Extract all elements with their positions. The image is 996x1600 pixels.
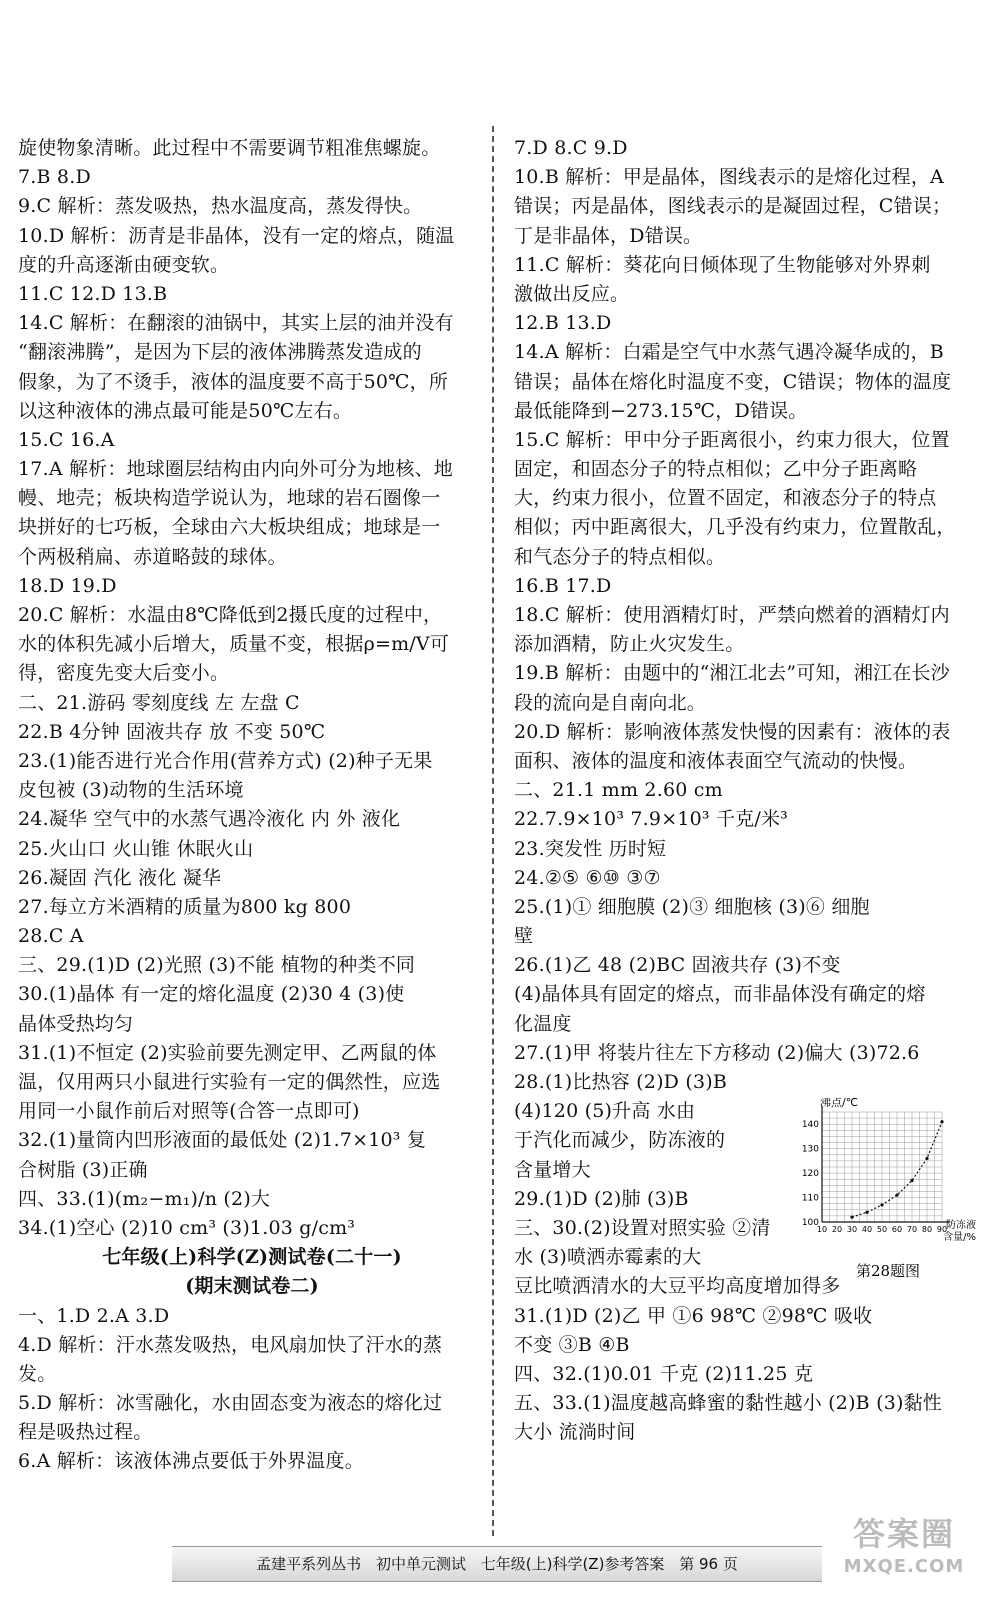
answer-line: 6.A 解析：该液体沸点要低于外界温度。	[18, 1450, 364, 1473]
answer-line: (期末测试卷二)	[185, 1275, 319, 1298]
answer-line: 段的流向是自南向北。	[514, 691, 707, 714]
answer-line: 个两极稍扁、赤道略鼓的球体。	[18, 545, 287, 568]
data-point	[925, 1157, 928, 1160]
answer-line: 30.(1)晶体 有一定的熔化温度 (2)30 4 (3)使	[18, 983, 405, 1006]
answer-line: 22.7.9×10³ 7.9×10³ 千克/米³	[514, 808, 788, 831]
x-tick-label: 20	[831, 1225, 843, 1234]
x-tick-label: 40	[861, 1225, 873, 1234]
answer-line: 18.D 19.D	[18, 574, 117, 597]
answer-line: 水 (3)喷洒赤霉素的大	[514, 1246, 702, 1269]
column-divider	[492, 126, 494, 1536]
answer-line: 一、1.D 2.A 3.D	[18, 1304, 170, 1327]
answer-line: 10.B 解析：甲是晶体，图线表示的是熔化过程，A	[514, 166, 944, 189]
answer-line: 幔、地壳；板块构造学说认为，地球的岩石圈像一	[18, 487, 441, 510]
x-tick-label: 70	[906, 1225, 918, 1234]
answer-line: “翻滚沸腾”，是因为下层的液体沸腾蒸发造成的	[18, 341, 422, 364]
answer-line: 合树脂 (3)正确	[18, 1158, 148, 1181]
answer-line: 28.C A	[18, 925, 84, 948]
answer-line: 激做出反应。	[514, 282, 630, 305]
x-tick-label: 90	[936, 1225, 948, 1234]
answer-line: 以这种液体的沸点最可能是50℃左右。	[18, 399, 353, 422]
answer-line: 16.B 17.D	[514, 574, 612, 597]
answer-line: 18.C 解析：使用酒精灯时，严禁向燃着的酒精灯内	[514, 604, 950, 626]
footer-subject: 七年级(上)科学(Z)参考答案	[480, 1555, 665, 1573]
answer-line: 23.突发性 历时短	[514, 837, 667, 860]
y-tick-label: 120	[801, 1169, 819, 1180]
answer-line: 9.C 解析：蒸发吸热，热水温度高，蒸发得快。	[18, 195, 423, 218]
answer-line: 七年级(上)科学(Z)测试卷(二十一)	[102, 1246, 402, 1269]
answer-line: 晶体受热均匀	[18, 1012, 134, 1035]
answer-line: 二、21.游码 零刻度线 左 左盘 C	[18, 691, 300, 714]
answer-line: 26.(1)乙 48 (2)BC 固液共存 (3)不变	[514, 954, 841, 977]
answer-line: 三、29.(1)D (2)光照 (3)不能 植物的种类不同	[18, 954, 416, 977]
y-tick-label: 100	[801, 1218, 819, 1228]
x-axis-label: 防冻液	[946, 1220, 976, 1231]
answer-line: 得，密度先变大后变小。	[18, 662, 230, 685]
answer-line: 20.D 解析：影响液体蒸发快慢的因素有：液体的表	[514, 720, 951, 743]
answer-line: 14.C 解析：在翻滚的油锅中，其实上层的油并没有	[18, 312, 454, 335]
data-point	[910, 1179, 913, 1182]
answer-line: 假象，为了不烫手，液体的温度要不高于50℃，所	[18, 370, 449, 393]
answer-line: 二、21.1 mm 2.60 cm	[514, 779, 723, 802]
answer-line: 四、32.(1)0.01 千克 (2)11.25 克	[514, 1362, 814, 1385]
answer-line: 26.凝固 汽化 液化 凝华	[18, 866, 222, 889]
data-point	[940, 1120, 943, 1123]
y-tick-label: 130	[801, 1144, 819, 1155]
answer-line: 大小 流淌时间	[514, 1421, 636, 1444]
answer-line: 面积、液体的温度和液体表面空气流动的快慢。	[514, 749, 918, 772]
data-point	[895, 1194, 898, 1197]
data-point	[850, 1216, 853, 1219]
y-tick-label: 110	[801, 1193, 819, 1204]
answer-line: 15.C 解析：甲中分子距离很小，约束力很大，位置	[514, 428, 950, 451]
answer-line: 11.C 解析：葵花向日倾体现了生物能够对外界刺	[514, 253, 931, 276]
answer-line: 程是吸热过程。	[18, 1421, 153, 1444]
answer-line: 29.(1)D (2)肺 (3)B	[514, 1187, 689, 1210]
answer-line: 31.(1)D (2)乙 甲 ①6 98℃ ②98℃ 吸收	[514, 1304, 873, 1327]
answer-line: 24.②⑤ ⑥⑩ ③⑦	[514, 866, 661, 889]
figure-caption: 第28题图	[855, 1262, 921, 1280]
answer-line: 于汽化而减少，防冻液的	[514, 1129, 726, 1152]
answer-line: 11.C 12.D 13.B	[18, 282, 168, 305]
answer-line: (4)120 (5)升高 水由	[514, 1100, 696, 1123]
answer-line: 28.(1)比热容 (2)D (3)B	[514, 1071, 728, 1093]
answer-line: 31.(1)不恒定 (2)实验前要先测定甲、乙两鼠的体	[18, 1041, 437, 1064]
answer-line: 皮包被 (3)动物的生活环境	[18, 779, 244, 802]
answer-line: 丁是非晶体，D错误。	[514, 224, 703, 247]
figure-28	[800, 1098, 976, 1284]
y-tick-label: 140	[801, 1120, 819, 1131]
answer-line: 7.B 8.D	[18, 166, 91, 189]
answer-line: (4)晶体具有固定的熔点，而非晶体没有确定的熔	[514, 983, 926, 1006]
answer-line: 32.(1)量筒内凹形液面的最低处 (2)1.7×10³ 复	[18, 1129, 427, 1152]
answer-line: 温，仅用两只小鼠进行实验有一定的偶然性，应选	[18, 1071, 441, 1093]
answer-line: 和气态分子的特点相似。	[514, 545, 726, 568]
x-axis-label: 含量/%	[943, 1232, 976, 1243]
answer-line: 14.A 解析：白霜是空气中水蒸气遇冷凝华成的，B	[514, 341, 944, 364]
answer-line: 34.(1)空心 (2)10 cm³ (3)1.03 g/cm³	[18, 1216, 356, 1239]
answer-line: 大，约束力很小，位置不固定，和液态分子的特点	[514, 487, 937, 510]
answer-line: 24.凝华 空气中的水蒸气遇冷液化 内 外 液化	[18, 808, 401, 831]
footer-series: 孟建平系列丛书	[256, 1555, 362, 1573]
answer-line: 添加酒精，防止火灾发生。	[514, 633, 745, 656]
answer-line: 12.B 13.D	[514, 312, 612, 335]
footer-book: 初中单元测试	[375, 1555, 466, 1573]
answer-line: 20.C 解析：水温由8℃降低到2摄氏度的过程中，	[18, 604, 443, 626]
data-point	[865, 1211, 868, 1214]
answer-line: 最低能降到−273.15℃，D错误。	[514, 399, 808, 422]
answer-line: 10.D 解析：沥青是非晶体，没有一定的熔点，随温	[18, 224, 455, 247]
answer-line: 度的升高逐渐由硬变软。	[18, 253, 230, 276]
answer-line: 豆比喷洒清水的大豆平均高度增加得多	[514, 1275, 841, 1298]
x-tick-label: 80	[921, 1225, 933, 1234]
answer-line: 错误；晶体在熔化时温度不变，C错误；物体的温度	[514, 370, 952, 393]
answer-line: 19.B 解析：由题中的“湘江北去”可知，湘江在长沙	[514, 662, 950, 685]
answer-line: 15.C 16.A	[18, 428, 115, 451]
data-point	[880, 1203, 883, 1206]
answer-line: 化温度	[514, 1012, 572, 1035]
boiling-point-chart	[800, 1098, 976, 1284]
answer-line: 25.火山口 火山锥 休眠火山	[18, 837, 254, 860]
answer-line: 25.(1)① 细胞膜 (2)③ 细胞核 (3)⑥ 细胞	[514, 895, 870, 918]
answer-line: 23.(1)能否进行光合作用(营养方式) (2)种子无果	[18, 749, 433, 772]
answer-line: 27.每立方米酒精的质量为800 kg 800	[18, 895, 352, 918]
answer-line: 不变 ③B ④B	[514, 1333, 630, 1356]
answer-line: 水的体积先减小后增大，质量不变，根据ρ=m/V可	[18, 633, 450, 656]
answer-line: 17.A 解析：地球圈层结构由内向外可分为地核、地	[18, 458, 453, 481]
answer-line: 7.D 8.C 9.D	[514, 137, 628, 159]
answer-line: 错误；丙是晶体，图线表示的是凝固过程，C错误；	[514, 195, 952, 218]
answer-line: 壁	[514, 925, 534, 948]
answer-line: 四、33.(1)(m₂−m₁)/n (2)大	[18, 1187, 271, 1210]
answer-line: 27.(1)甲 将装片往左下方移动 (2)偏大 (3)72.6	[514, 1041, 920, 1064]
watermark-en: MXQE.COM	[843, 1556, 965, 1577]
watermark-cn: 答案圈	[852, 1515, 955, 1553]
answer-line: 旋使物象清晰。此过程中不需要调节粗准焦螺旋。	[18, 137, 441, 159]
answer-line: 块拼好的七巧板，全球由六大板块组成；地球是一	[18, 516, 441, 539]
x-tick-label: 10	[816, 1225, 828, 1234]
answer-line: 固定，和固态分子的特点相似；乙中分子距离略	[514, 458, 918, 481]
y-axis-label: 沸点/℃	[820, 1098, 859, 1109]
answer-line: 5.D 解析：冰雪融化，水由固态变为液态的熔化过	[18, 1392, 443, 1415]
x-tick-label: 30	[846, 1225, 858, 1234]
answer-line: 五、33.(1)温度越高蜂蜜的黏性越小 (2)B (3)黏性	[514, 1392, 942, 1415]
footer-page-number: 第 96 页	[679, 1555, 738, 1573]
x-tick-label: 60	[891, 1225, 903, 1234]
page-footer	[172, 1546, 822, 1582]
answer-line: 三、30.(2)设置对照实验 ②清	[514, 1216, 771, 1239]
answer-line: 22.B 4分钟 固液共存 放 不变 50℃	[18, 720, 326, 743]
watermark-logo	[826, 1512, 982, 1590]
answer-line: 相似；丙中距离很大，几乎没有约束力，位置散乱，	[514, 516, 956, 539]
x-tick-label: 50	[876, 1225, 888, 1234]
answer-line: 4.D 解析：汗水蒸发吸热，电风扇加快了汗水的蒸	[18, 1333, 443, 1356]
answer-line: 含量增大	[514, 1158, 591, 1181]
left-answer-column	[18, 134, 486, 1477]
answer-line: 用同一小鼠作前后对照等(合答一点即可)	[18, 1100, 360, 1123]
answer-line: 发。	[18, 1362, 57, 1385]
